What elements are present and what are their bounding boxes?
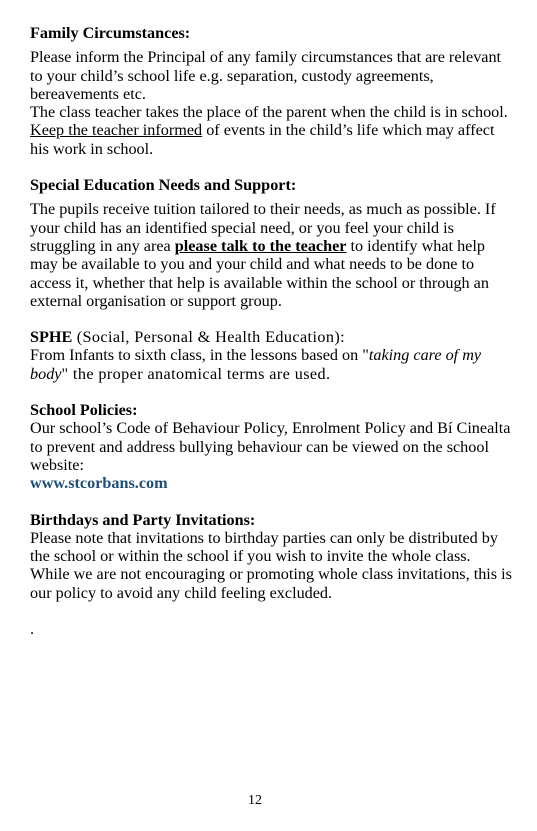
birthdays-paragraph-1: Please note that invitations to birthday parties can only be distributed by the school or within the school if you wish to invite the whole class. [30, 528, 498, 566]
birthdays-paragraph-2: While we are not encouraging or promoting whole class invitations, this is our policy to avoid any child feeling excluded. [30, 565, 512, 602]
school-policies-heading: School Policies: [30, 401, 138, 420]
birthdays-heading: Birthdays and Party Invitations: [30, 510, 256, 529]
school-policies-paragraph: Our school’s Code of Behaviour Policy, Enrolment Policy and Bí Cinealta to prevent and address bullying behaviour can be viewed on the school website: [30, 419, 511, 474]
talk-to-teacher-text: please talk to the teacher [174, 236, 347, 255]
sphe-label-rest: (Social, Personal & Health Education): [72, 328, 346, 347]
family-circumstances-paragraph-1: Please inform the Principal of any family circumstances that are relevant to your child’s school life e.g. separation, custody agreements, bereavements etc. [30, 48, 502, 103]
family-text-b: of events in the child’s life which may affect his work in school. [30, 121, 495, 158]
sphe-line [30, 328, 516, 346]
taking-care-of-my-body-text: taking care of my body [30, 346, 482, 383]
keep-teacher-informed-text: Keep the teacher informed [30, 121, 203, 140]
family-circumstances-heading: Family Circumstances: [30, 24, 191, 42]
special-education-paragraph [30, 200, 516, 310]
page-number: 12 [248, 793, 262, 808]
sphe-label: SPHE [30, 328, 73, 347]
sen-text-a: The pupils receive tuition tailored to their needs, as much as possible. If your child has an identified special need, or you feel your child is struggling in any area [30, 200, 496, 255]
family-text-a: The class teacher takes the place of the parent when the child is in school. [30, 103, 508, 122]
family-circumstances-paragraph-2 [30, 103, 516, 158]
special-education-heading: Special Education Needs and Support: [30, 176, 297, 195]
sen-text-b: to identify what help may be available to you and your child and what needs to be done to access it, whether that help is available within the school or through an external organisation or support group. [30, 236, 489, 310]
sphe-text-b: " the proper anatomical terms are used. [61, 364, 331, 383]
sphe-text-a: From Infants to sixth class, in the lessons based on " [30, 346, 369, 365]
trailing-period: . [30, 620, 35, 639]
sphe-paragraph [30, 346, 516, 383]
school-website-link[interactable]: www.stcorbans.com [30, 474, 168, 493]
page-content [30, 24, 516, 638]
